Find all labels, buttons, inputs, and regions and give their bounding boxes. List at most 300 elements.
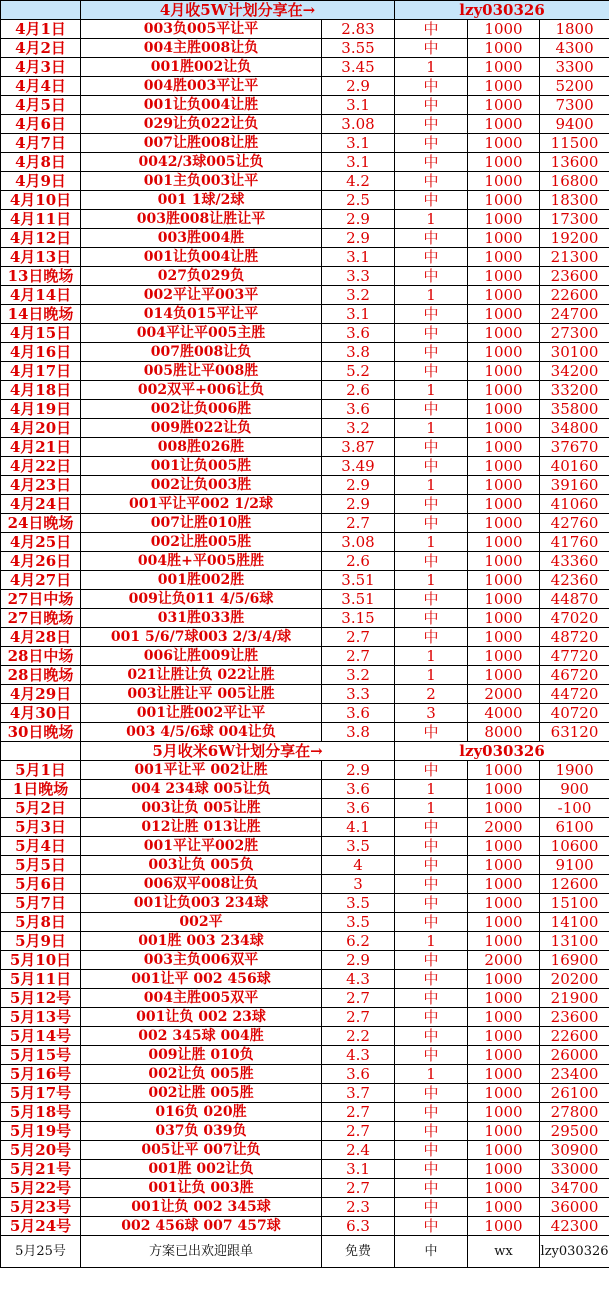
bet-plan-cell: 002让胜 005胜 <box>81 1084 322 1103</box>
result-cell: 中 <box>395 913 468 932</box>
stake-cell: 1000 <box>468 1141 540 1160</box>
date-cell: 4月24日 <box>1 495 81 514</box>
odds-cell: 3.87 <box>322 438 395 457</box>
bet-plan-cell: 004胜+平005胜胜 <box>81 552 322 571</box>
odds-cell: 3 <box>322 875 395 894</box>
stake-cell: 1000 <box>468 761 540 780</box>
table-row <box>1 1198 609 1217</box>
odds-cell: 3.6 <box>322 400 395 419</box>
odds-cell: 3.5 <box>322 894 395 913</box>
odds-cell: 3.15 <box>322 609 395 628</box>
balance-cell: 34200 <box>540 362 609 381</box>
result-cell: 1 <box>395 476 468 495</box>
odds-cell: 2.7 <box>322 989 395 1008</box>
stake-cell: 1000 <box>468 305 540 324</box>
table-row <box>1 989 609 1008</box>
result-cell: 中 <box>395 514 468 533</box>
result-cell: 中 <box>395 837 468 856</box>
balance-cell: 19200 <box>540 229 609 248</box>
result-cell: 1 <box>395 419 468 438</box>
result-cell: 3 <box>395 704 468 723</box>
bet-plan-cell: 004胜003平让平 <box>81 77 322 96</box>
footer-contact-id: lzy030326 <box>540 1236 609 1268</box>
bet-plan-cell: 002让负003胜 <box>81 476 322 495</box>
stake-cell: 2000 <box>468 818 540 837</box>
date-cell: 4月14日 <box>1 286 81 305</box>
section-header-spacer <box>1 1 81 20</box>
date-cell: 5月13号 <box>1 1008 81 1027</box>
balance-cell: 35800 <box>540 400 609 419</box>
stake-cell: 1000 <box>468 894 540 913</box>
result-cell: 1 <box>395 286 468 305</box>
result-cell: 1 <box>395 571 468 590</box>
result-cell: 中 <box>395 894 468 913</box>
date-cell: 5月15号 <box>1 1046 81 1065</box>
balance-cell: 20200 <box>540 970 609 989</box>
stake-cell: 1000 <box>468 495 540 514</box>
result-cell: 中 <box>395 77 468 96</box>
stake-cell: 1000 <box>468 590 540 609</box>
bet-plan-cell: 007让胜010胜 <box>81 514 322 533</box>
odds-cell: 4.3 <box>322 1046 395 1065</box>
bet-plan-cell: 001平让平002 1/2球 <box>81 495 322 514</box>
balance-cell: 14100 <box>540 913 609 932</box>
bet-plan-cell: 021让胜让负 022让胜 <box>81 666 322 685</box>
table-row <box>1 324 609 343</box>
stake-cell: 1000 <box>468 115 540 134</box>
balance-cell: 5200 <box>540 77 609 96</box>
odds-cell: 3.49 <box>322 457 395 476</box>
odds-cell: 3.6 <box>322 799 395 818</box>
stake-cell: 1000 <box>468 438 540 457</box>
odds-cell: 3.51 <box>322 571 395 590</box>
result-cell: 中 <box>395 229 468 248</box>
stake-cell: 1000 <box>468 514 540 533</box>
bet-plan-cell: 001让负005胜 <box>81 457 322 476</box>
date-cell: 28日晚场 <box>1 666 81 685</box>
result-cell: 中 <box>395 856 468 875</box>
stake-cell: 1000 <box>468 96 540 115</box>
date-cell: 5月1日 <box>1 761 81 780</box>
stake-cell: 1000 <box>468 229 540 248</box>
date-cell: 5月23号 <box>1 1198 81 1217</box>
stake-cell: 1000 <box>468 666 540 685</box>
table-row <box>1 476 609 495</box>
bet-plan-cell: 003胜008让胜让平 <box>81 210 322 229</box>
stake-cell: 1000 <box>468 533 540 552</box>
date-cell: 4月13日 <box>1 248 81 267</box>
balance-cell: 34700 <box>540 1179 609 1198</box>
bet-plan-cell: 001 5/6/7球003 2/3/4/球 <box>81 628 322 647</box>
table-row <box>1 362 609 381</box>
result-cell: 中 <box>395 723 468 742</box>
date-cell: 4月7日 <box>1 134 81 153</box>
table-row <box>1 267 609 286</box>
table-row <box>1 1027 609 1046</box>
table-row <box>1 305 609 324</box>
table-row <box>1 818 609 837</box>
odds-cell: 6.2 <box>322 932 395 951</box>
stake-cell: 1000 <box>468 837 540 856</box>
date-cell: 5月18号 <box>1 1103 81 1122</box>
odds-cell: 5.2 <box>322 362 395 381</box>
date-cell: 4月22日 <box>1 457 81 476</box>
bet-plan-cell: 001让负004让胜 <box>81 96 322 115</box>
bet-plan-cell: 001让负 003胜 <box>81 1179 322 1198</box>
result-cell: 中 <box>395 20 468 39</box>
balance-cell: 40720 <box>540 704 609 723</box>
balance-cell: 41760 <box>540 533 609 552</box>
bet-plan-cell: 001让平 002 456球 <box>81 970 322 989</box>
table-row <box>1 20 609 39</box>
date-cell: 14日晚场 <box>1 305 81 324</box>
balance-cell: 33200 <box>540 381 609 400</box>
date-cell: 4月23日 <box>1 476 81 495</box>
odds-cell: 3.3 <box>322 685 395 704</box>
odds-cell: 2.9 <box>322 210 395 229</box>
stake-cell: 1000 <box>468 210 540 229</box>
table-row <box>1 115 609 134</box>
bet-plan-cell: 001胜002胜 <box>81 571 322 590</box>
footer-contact-label: wx <box>468 1236 540 1268</box>
bet-plan-cell: 001 1球/2球 <box>81 191 322 210</box>
table-row <box>1 134 609 153</box>
plan-table-body <box>1 1 609 1268</box>
stake-cell: 1000 <box>468 1084 540 1103</box>
bet-plan-cell: 001让负 002 345球 <box>81 1198 322 1217</box>
date-cell: 4月28日 <box>1 628 81 647</box>
balance-cell: 34800 <box>540 419 609 438</box>
date-cell: 4月12日 <box>1 229 81 248</box>
table-row <box>1 552 609 571</box>
date-cell: 5月4日 <box>1 837 81 856</box>
stake-cell: 1000 <box>468 1217 540 1236</box>
section-header-row <box>1 742 609 761</box>
table-row <box>1 229 609 248</box>
result-cell: 中 <box>395 1103 468 1122</box>
balance-cell: 30900 <box>540 1141 609 1160</box>
odds-cell: 2.9 <box>322 77 395 96</box>
bet-plan-cell: 008胜026胜 <box>81 438 322 457</box>
result-cell: 2 <box>395 685 468 704</box>
date-cell: 4月18日 <box>1 381 81 400</box>
balance-cell: 47720 <box>540 647 609 666</box>
odds-cell: 2.7 <box>322 514 395 533</box>
balance-cell: 63120 <box>540 723 609 742</box>
stake-cell: 1000 <box>468 324 540 343</box>
date-cell: 5月9日 <box>1 932 81 951</box>
bet-plan-cell: 031胜033胜 <box>81 609 322 628</box>
date-cell: 4月1日 <box>1 20 81 39</box>
balance-cell: 22600 <box>540 286 609 305</box>
odds-cell: 2.9 <box>322 951 395 970</box>
bet-plan-cell: 001胜002让负 <box>81 58 322 77</box>
stake-cell: 1000 <box>468 400 540 419</box>
table-row <box>1 400 609 419</box>
date-cell: 5月12号 <box>1 989 81 1008</box>
footer-date: 5月25号 <box>1 1236 81 1268</box>
balance-cell: 4300 <box>540 39 609 58</box>
bet-plan-cell: 012让胜 013让胜 <box>81 818 322 837</box>
bet-plan-cell: 001平让平002胜 <box>81 837 322 856</box>
table-row <box>1 951 609 970</box>
bet-plan-cell: 003负005平让平 <box>81 20 322 39</box>
balance-cell: 23600 <box>540 1008 609 1027</box>
bet-plan-cell: 027负029负 <box>81 267 322 286</box>
stake-cell: 1000 <box>468 571 540 590</box>
table-row <box>1 533 609 552</box>
odds-cell: 3.1 <box>322 96 395 115</box>
bet-plan-cell: 001胜 003 234球 <box>81 932 322 951</box>
balance-cell: 21900 <box>540 989 609 1008</box>
stake-cell: 1000 <box>468 628 540 647</box>
bet-plan-cell: 037负 039负 <box>81 1122 322 1141</box>
stake-cell: 1000 <box>468 248 540 267</box>
table-row <box>1 761 609 780</box>
balance-cell: 36000 <box>540 1198 609 1217</box>
bet-plan-cell: 002双平+006让负 <box>81 381 322 400</box>
date-cell: 4月17日 <box>1 362 81 381</box>
result-cell: 中 <box>395 609 468 628</box>
balance-cell: 7300 <box>540 96 609 115</box>
balance-cell: 47020 <box>540 609 609 628</box>
odds-cell: 2.7 <box>322 628 395 647</box>
section-header-row <box>1 1 609 20</box>
bet-plan-cell: 001让负004让胜 <box>81 248 322 267</box>
result-cell: 中 <box>395 590 468 609</box>
bet-plan-cell: 009让负011 4/5/6球 <box>81 590 322 609</box>
table-row <box>1 1160 609 1179</box>
balance-cell: 43360 <box>540 552 609 571</box>
balance-cell: 9100 <box>540 856 609 875</box>
date-cell: 5月8日 <box>1 913 81 932</box>
date-cell: 13日晚场 <box>1 267 81 286</box>
footer-row <box>1 1236 609 1268</box>
date-cell: 4月15日 <box>1 324 81 343</box>
stake-cell: 1000 <box>468 799 540 818</box>
odds-cell: 3.1 <box>322 248 395 267</box>
result-cell: 中 <box>395 305 468 324</box>
footer-note: 方案已出欢迎跟单 <box>81 1236 322 1268</box>
date-cell: 4月16日 <box>1 343 81 362</box>
balance-cell: 9400 <box>540 115 609 134</box>
date-cell: 5月20号 <box>1 1141 81 1160</box>
result-cell: 中 <box>395 1141 468 1160</box>
odds-cell: 2.6 <box>322 381 395 400</box>
table-row <box>1 932 609 951</box>
stake-cell: 1000 <box>468 780 540 799</box>
date-cell: 5月6日 <box>1 875 81 894</box>
stake-cell: 1000 <box>468 875 540 894</box>
result-cell: 1 <box>395 799 468 818</box>
table-row <box>1 571 609 590</box>
result-cell: 中 <box>395 970 468 989</box>
result-cell: 中 <box>395 324 468 343</box>
odds-cell: 2.9 <box>322 761 395 780</box>
table-row <box>1 1217 609 1236</box>
odds-cell: 4 <box>322 856 395 875</box>
date-cell: 4月3日 <box>1 58 81 77</box>
odds-cell: 3.6 <box>322 324 395 343</box>
stake-cell: 1000 <box>468 1046 540 1065</box>
bet-plan-cell: 001胜 002让负 <box>81 1160 322 1179</box>
stake-cell: 1000 <box>468 457 540 476</box>
result-cell: 中 <box>395 362 468 381</box>
balance-cell: 12600 <box>540 875 609 894</box>
result-cell: 中 <box>395 153 468 172</box>
result-cell: 中 <box>395 96 468 115</box>
bet-plan-cell: 004 234球 005让负 <box>81 780 322 799</box>
date-cell: 5月7日 <box>1 894 81 913</box>
bet-plan-cell: 002让胜005胜 <box>81 533 322 552</box>
odds-cell: 3.1 <box>322 1160 395 1179</box>
balance-cell: 46720 <box>540 666 609 685</box>
stake-cell: 1000 <box>468 1122 540 1141</box>
stake-cell: 1000 <box>468 1008 540 1027</box>
odds-cell: 2.9 <box>322 476 395 495</box>
date-cell: 5月21号 <box>1 1160 81 1179</box>
footer-result: 中 <box>395 1236 468 1268</box>
date-cell: 4月21日 <box>1 438 81 457</box>
result-cell: 中 <box>395 1217 468 1236</box>
stake-cell: 2000 <box>468 951 540 970</box>
bet-plan-cell: 005胜让平008胜 <box>81 362 322 381</box>
balance-cell: 42360 <box>540 571 609 590</box>
result-cell: 中 <box>395 989 468 1008</box>
bet-plan-cell: 003 4/5/6球 004让负 <box>81 723 322 742</box>
result-cell: 中 <box>395 1046 468 1065</box>
bet-plan-cell: 014负015平让平 <box>81 305 322 324</box>
bet-plan-cell: 001让负003 234球 <box>81 894 322 913</box>
odds-cell: 2.7 <box>322 1179 395 1198</box>
odds-cell: 3.45 <box>322 58 395 77</box>
balance-cell: 41060 <box>540 495 609 514</box>
balance-cell: 11500 <box>540 134 609 153</box>
balance-cell: 39160 <box>540 476 609 495</box>
stake-cell: 1000 <box>468 932 540 951</box>
table-row <box>1 1084 609 1103</box>
stake-cell: 2000 <box>468 685 540 704</box>
balance-cell: 29500 <box>540 1122 609 1141</box>
date-cell: 4月20日 <box>1 419 81 438</box>
stake-cell: 1000 <box>468 343 540 362</box>
result-cell: 1 <box>395 381 468 400</box>
odds-cell: 2.5 <box>322 191 395 210</box>
balance-cell: 10600 <box>540 837 609 856</box>
bet-plan-cell: 009让胜 010负 <box>81 1046 322 1065</box>
date-cell: 28日中场 <box>1 647 81 666</box>
date-cell: 4月25日 <box>1 533 81 552</box>
date-cell: 4月26日 <box>1 552 81 571</box>
table-row <box>1 58 609 77</box>
result-cell: 中 <box>395 1084 468 1103</box>
date-cell: 27日晚场 <box>1 609 81 628</box>
stake-cell: 1000 <box>468 286 540 305</box>
odds-cell: 2.7 <box>322 647 395 666</box>
bet-plan-cell: 006让胜009让胜 <box>81 647 322 666</box>
stake-cell: 1000 <box>468 1179 540 1198</box>
odds-cell: 3.6 <box>322 704 395 723</box>
stake-cell: 1000 <box>468 476 540 495</box>
result-cell: 中 <box>395 134 468 153</box>
bet-plan-cell: 005让平 007让负 <box>81 1141 322 1160</box>
bet-plan-cell: 001让负 002 23球 <box>81 1008 322 1027</box>
result-cell: 中 <box>395 628 468 647</box>
bet-plan-cell: 0042/3球005让负 <box>81 153 322 172</box>
result-cell: 1 <box>395 533 468 552</box>
section-title: 4月收5W计划分享在→ <box>81 1 395 20</box>
bet-plan-cell: 001平让平 002让胜 <box>81 761 322 780</box>
table-row <box>1 419 609 438</box>
odds-cell: 3.5 <box>322 913 395 932</box>
date-cell: 5月14号 <box>1 1027 81 1046</box>
odds-cell: 3.08 <box>322 115 395 134</box>
table-row <box>1 1046 609 1065</box>
date-cell: 4月5日 <box>1 96 81 115</box>
result-cell: 中 <box>395 438 468 457</box>
balance-cell: 42300 <box>540 1217 609 1236</box>
odds-cell: 3.5 <box>322 837 395 856</box>
table-row <box>1 894 609 913</box>
stake-cell: 1000 <box>468 381 540 400</box>
odds-cell: 3.51 <box>322 590 395 609</box>
date-cell: 30日晚场 <box>1 723 81 742</box>
bet-plan-cell: 002 345球 004胜 <box>81 1027 322 1046</box>
odds-cell: 3.2 <box>322 286 395 305</box>
table-row <box>1 799 609 818</box>
stake-cell: 1000 <box>468 647 540 666</box>
balance-cell: 44870 <box>540 590 609 609</box>
bet-plan-cell: 003让负 005负 <box>81 856 322 875</box>
odds-cell: 3.8 <box>322 723 395 742</box>
table-row <box>1 343 609 362</box>
balance-cell: 18300 <box>540 191 609 210</box>
date-cell: 24日晚场 <box>1 514 81 533</box>
bet-plan-cell: 007让胜008让胜 <box>81 134 322 153</box>
stake-cell: 1000 <box>468 20 540 39</box>
date-cell: 4月4日 <box>1 77 81 96</box>
stake-cell: 1000 <box>468 134 540 153</box>
table-row <box>1 913 609 932</box>
table-row <box>1 875 609 894</box>
odds-cell: 3.2 <box>322 666 395 685</box>
odds-cell: 2.9 <box>322 495 395 514</box>
stake-cell: 1000 <box>468 1103 540 1122</box>
bet-plan-cell: 001主负003让平 <box>81 172 322 191</box>
odds-cell: 3.6 <box>322 1065 395 1084</box>
stake-cell: 1000 <box>468 1160 540 1179</box>
balance-cell: 37670 <box>540 438 609 457</box>
balance-cell: 33000 <box>540 1160 609 1179</box>
result-cell: 中 <box>395 761 468 780</box>
balance-cell: 23400 <box>540 1065 609 1084</box>
odds-cell: 3.1 <box>322 134 395 153</box>
result-cell: 1 <box>395 58 468 77</box>
result-cell: 中 <box>395 343 468 362</box>
table-row <box>1 77 609 96</box>
result-cell: 中 <box>395 875 468 894</box>
table-row <box>1 1065 609 1084</box>
result-cell: 1 <box>395 1065 468 1084</box>
result-cell: 中 <box>395 267 468 286</box>
table-row <box>1 457 609 476</box>
odds-cell: 3.8 <box>322 343 395 362</box>
date-cell: 5月2日 <box>1 799 81 818</box>
date-cell: 4月10日 <box>1 191 81 210</box>
table-row <box>1 286 609 305</box>
balance-cell: 1800 <box>540 20 609 39</box>
result-cell: 1 <box>395 647 468 666</box>
